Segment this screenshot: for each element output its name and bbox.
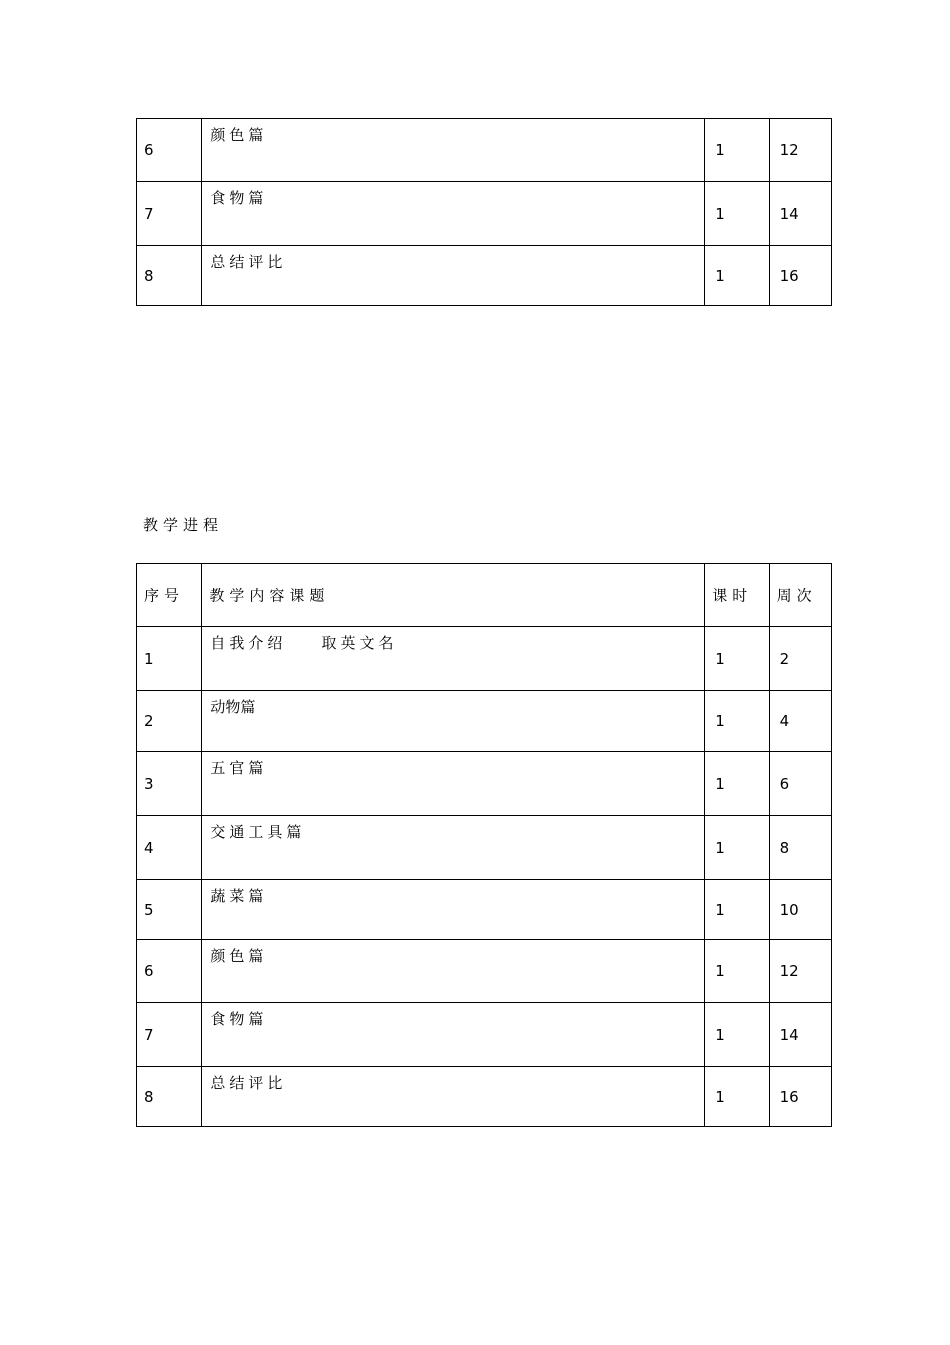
topic-text: 总结评比: [210, 253, 287, 271]
topic-cell: [202, 119, 705, 182]
row-number: 8: [144, 266, 154, 285]
row-number: 1: [144, 649, 154, 668]
week-cell: [769, 1067, 831, 1127]
row-number-cell: [137, 1003, 202, 1067]
week-value: 14: [779, 204, 799, 223]
table-header-row: [137, 564, 832, 627]
week-value: 12: [779, 962, 799, 980]
hours-cell: [705, 1067, 769, 1127]
week-value: 4: [779, 712, 790, 730]
topic-cell: [202, 246, 705, 306]
hours-cell: [705, 182, 769, 246]
hours-cell: [705, 1003, 769, 1067]
hours-value: 1: [715, 712, 725, 730]
hours-value: 1: [715, 962, 725, 980]
hours-value: 1: [715, 649, 725, 668]
topic-cell: [202, 182, 705, 246]
hours-cell: [705, 880, 769, 940]
week-cell: [769, 940, 831, 1003]
hours-value: 1: [715, 838, 725, 857]
topic-cell: [202, 816, 705, 880]
hours-value: 1: [715, 900, 725, 919]
table-row: [137, 119, 832, 182]
week-cell: [769, 627, 831, 691]
header-hours: 课时: [712, 586, 753, 605]
row-number-cell: [137, 627, 202, 691]
row-number-cell: [137, 182, 202, 246]
hours-cell: [705, 691, 769, 752]
week-cell: [769, 1003, 831, 1067]
week-value: 12: [779, 141, 799, 159]
section-heading: 教学进程: [143, 516, 224, 534]
week-cell: [769, 119, 831, 182]
week-value: 16: [779, 266, 799, 285]
table-row: [137, 182, 832, 246]
topic-text: 食物篇: [210, 189, 268, 207]
hours-value: 1: [715, 141, 725, 159]
week-value: 16: [779, 1087, 799, 1106]
row-number-cell: [137, 940, 202, 1003]
week-cell: [769, 246, 831, 306]
hours-cell: [705, 816, 769, 880]
hours-value: 1: [715, 266, 725, 285]
row-number-cell: [137, 691, 202, 752]
table-row: [137, 1067, 832, 1127]
row-number-cell: [137, 880, 202, 940]
header-cell-num: [137, 564, 202, 627]
header-cell-week: [769, 564, 831, 627]
table-row: [137, 627, 832, 691]
topic-cell: [202, 691, 705, 752]
week-cell: [769, 816, 831, 880]
table-row: [137, 246, 832, 306]
topic-cell: [202, 880, 705, 940]
schedule-table-continuation: [136, 118, 832, 306]
topic-cell: [202, 940, 705, 1003]
hours-value: 1: [715, 1087, 725, 1106]
table-row: [137, 816, 832, 880]
week-cell: [769, 752, 831, 816]
topic-cell: [202, 627, 705, 691]
row-number: 8: [144, 1087, 154, 1106]
row-number: 2: [144, 712, 154, 730]
row-number-cell: [137, 1067, 202, 1127]
row-number-cell: [137, 752, 202, 816]
week-cell: [769, 182, 831, 246]
week-value: 2: [779, 649, 790, 668]
header-cell-topic: [202, 564, 705, 627]
row-number-cell: [137, 119, 202, 182]
header-num: 序号: [144, 586, 185, 605]
header-cell-hours: [705, 564, 769, 627]
week-cell: [769, 691, 831, 752]
hours-cell: [705, 119, 769, 182]
hours-value: 1: [715, 1025, 725, 1044]
topic-text: 五官篇: [210, 759, 268, 777]
table-row: [137, 880, 832, 940]
hours-value: 1: [715, 774, 725, 793]
header-topic: 教学内容课题: [209, 586, 330, 605]
topic-text: 颜色篇: [210, 126, 268, 144]
row-number: 6: [144, 141, 154, 159]
row-number: 4: [144, 838, 154, 857]
row-number: 3: [144, 774, 154, 793]
row-number-cell: [137, 816, 202, 880]
topic-cell: [202, 1003, 705, 1067]
table-row: [137, 940, 832, 1003]
header-week: 周次: [776, 586, 817, 605]
topic-text: 动物篇: [210, 698, 256, 716]
row-number: 7: [144, 204, 154, 223]
topic-text: 交通工具篇: [210, 823, 306, 841]
topic-cell: [202, 752, 705, 816]
week-value: 6: [779, 774, 790, 793]
week-value: 10: [779, 900, 799, 919]
hours-cell: [705, 752, 769, 816]
hours-cell: [705, 246, 769, 306]
row-number: 5: [144, 900, 154, 919]
week-value: 8: [779, 838, 790, 857]
topic-text: 总结评比: [210, 1074, 287, 1092]
topic-cell: [202, 1067, 705, 1127]
topic-text: 蔬菜篇: [210, 887, 268, 905]
week-cell: [769, 880, 831, 940]
hours-cell: [705, 627, 769, 691]
table-row: [137, 752, 832, 816]
topic-text: 自我介绍 取英文名: [210, 634, 398, 652]
row-number-cell: [137, 246, 202, 306]
hours-cell: [705, 940, 769, 1003]
topic-text: 食物篇: [210, 1010, 268, 1028]
row-number: 7: [144, 1025, 154, 1044]
schedule-table: [136, 563, 832, 1127]
row-number: 6: [144, 962, 154, 980]
table-row: [137, 691, 832, 752]
hours-value: 1: [715, 204, 725, 223]
table-row: [137, 1003, 832, 1067]
topic-text: 颜色篇: [210, 947, 268, 965]
week-value: 14: [779, 1025, 799, 1044]
